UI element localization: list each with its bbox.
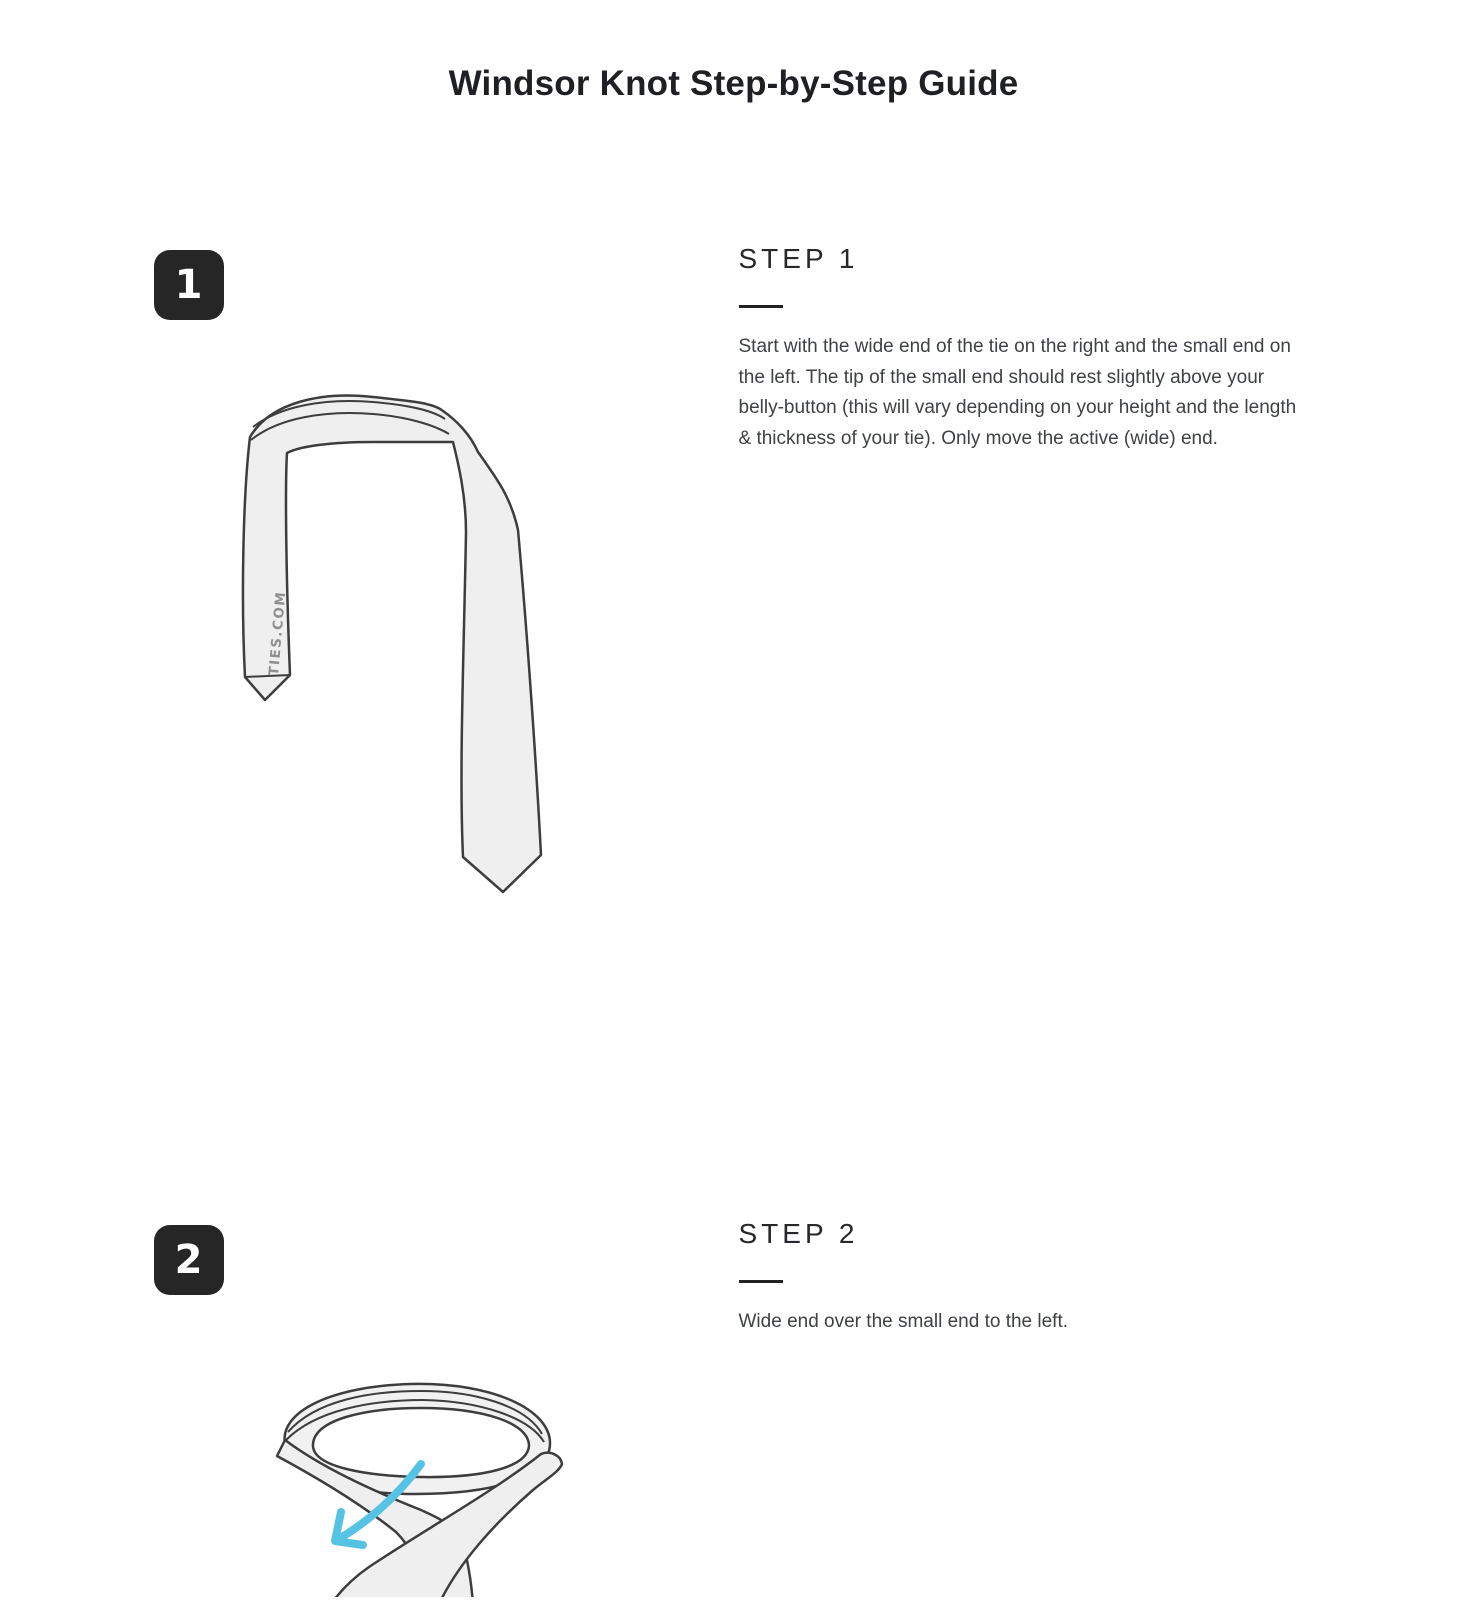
tie-silhouette <box>242 396 540 892</box>
windsor-knot-guide <box>154 0 1314 1597</box>
step1-number-badge: 1 <box>154 250 224 320</box>
step2-number-badge: 2 <box>154 1225 224 1295</box>
step-section-2 <box>154 1218 1314 1597</box>
step1-divider <box>739 305 783 308</box>
step2-heading: STEP 2 <box>738 1218 859 1249</box>
step1-description: Start with the wide end of the tie on the right and the small end on the left. The tip of the small end should rest slightly above your belly-button (this will vary depending on your height and the length & thickness of your tie). Only move the active (wide) end. <box>738 336 1297 449</box>
step2-tie-illustration <box>271 1382 671 1597</box>
step2-divider <box>739 1280 783 1283</box>
step1-heading: STEP 1 <box>738 243 859 274</box>
step1-illustration-column <box>154 250 739 910</box>
step-section-1 <box>154 243 1314 910</box>
step2-illustration-column <box>154 1225 739 1597</box>
step1-tie-illustration <box>240 390 550 910</box>
page-title: Windsor Knot Step-by-Step Guide <box>448 64 1019 103</box>
step2-text-column <box>739 1217 1314 1338</box>
step1-text-column <box>739 242 1314 454</box>
brand-label: TIES.COM <box>265 590 289 677</box>
step2-description: Wide end over the small end to the left. <box>738 1311 1069 1332</box>
